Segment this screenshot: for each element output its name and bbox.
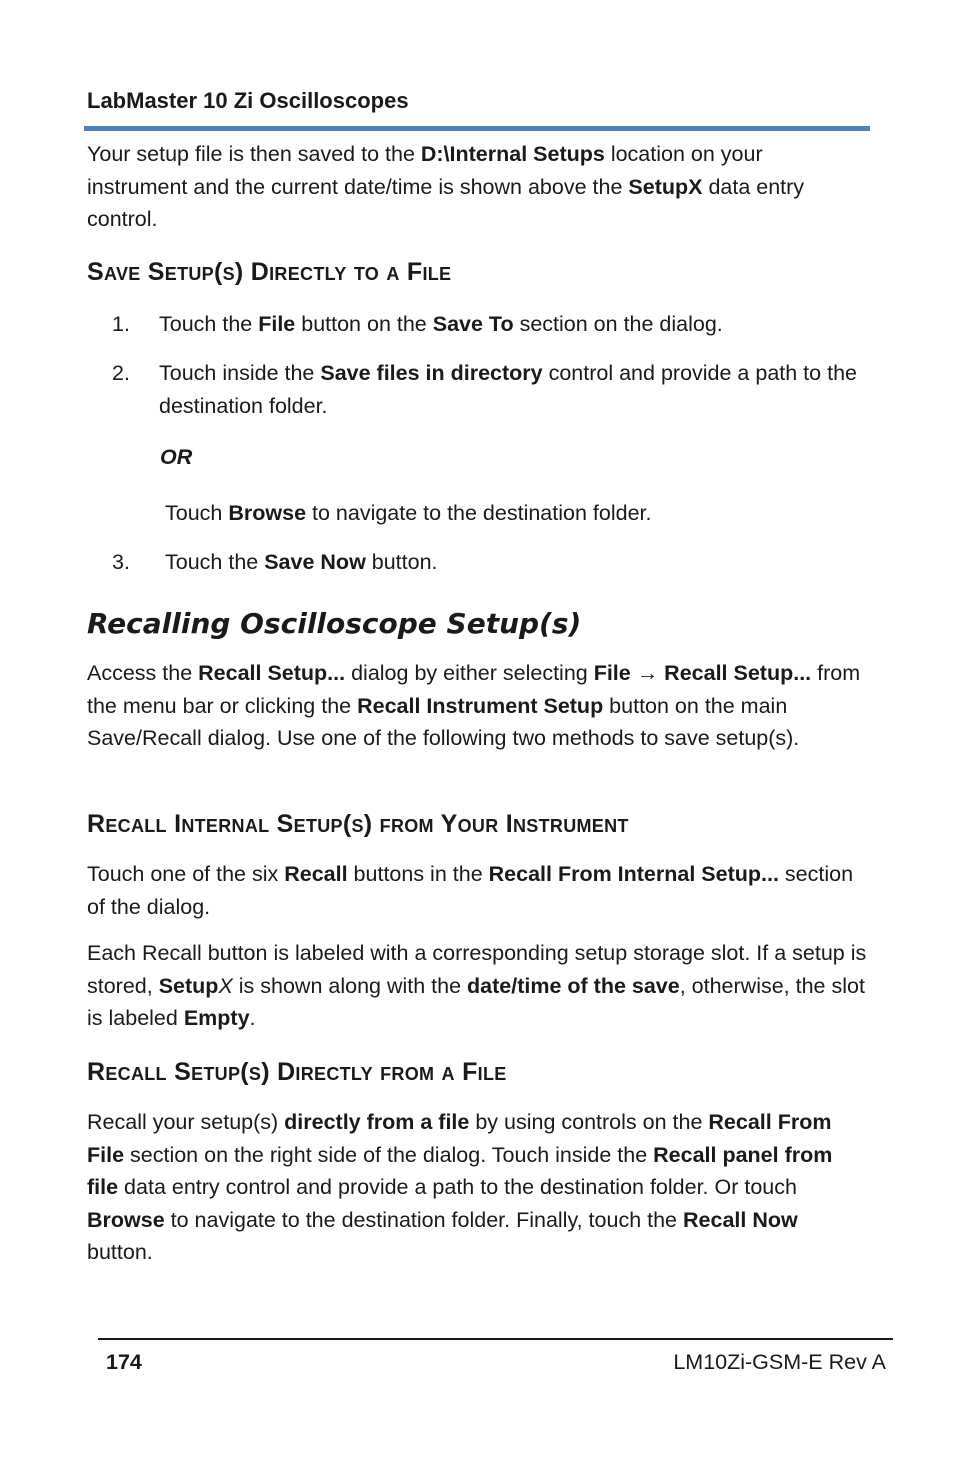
step-2-text: Touch inside the Save files in directory control and provide a path to the destination folder. (159, 361, 857, 418)
intro-paragraph: Your setup file is then saved to the D:\Internal Setups location on your instrument and the current date/time is shown above the SetupX data entry control. (87, 142, 805, 231)
step-number: 1. (112, 312, 130, 336)
or-label: OR (160, 445, 193, 469)
recalling-heading: Recalling Oscilloscope Setup(s) (87, 607, 582, 640)
step-3-text: Touch the Save Now button. (165, 550, 438, 574)
step-1-text: Touch the File button on the Save To section on the dialog. (159, 312, 723, 336)
recall-internal-paragraph-1: Touch one of the six Recall buttons in the Recall From Internal Setup... section of the dialog. (87, 862, 854, 919)
recall-internal-paragraph-2: Each Recall button is labeled with a corresponding setup storage slot. If a setup is stored, SetupX is shown along with the date/time of the save, otherwise, the slot is labeled Empty. (87, 941, 867, 1030)
recall-internal-heading: Recall Internal Setup(s) from Your Instrument (87, 810, 629, 838)
page-number: 174 (106, 1350, 142, 1374)
save-direct-heading: Save Setup(s) Directly to a File (87, 258, 452, 286)
recall-file-heading: Recall Setup(s) Directly from a File (87, 1058, 507, 1086)
step-number: 3. (112, 550, 130, 574)
recall-file-paragraph: Recall your setup(s) directly from a file by using controls on the Recall From File section on the right side of the dialog. Touch inside the Recall panel from file data entry control and provide a path to the destination folder. Or touch Browse to navigate to the destination folder. Finally, touch the Recall Now button. (87, 1110, 833, 1264)
document-id: LM10Zi-GSM-E Rev A (673, 1350, 886, 1374)
running-header: LabMaster 10 Zi Oscilloscopes (87, 88, 409, 113)
alt-step-text: Touch Browse to navigate to the destination folder. (165, 501, 652, 525)
header-rule (84, 126, 870, 131)
step-number: 2. (112, 361, 130, 385)
footer-rule (98, 1338, 893, 1340)
recalling-paragraph: Access the Recall Setup... dialog by either selecting File → Recall Setup... from the menu bar or clicking the Recall Instrument Setup button on the main Save/Recall dialog. Use one of the following two methods to save setup(s). (87, 661, 861, 750)
